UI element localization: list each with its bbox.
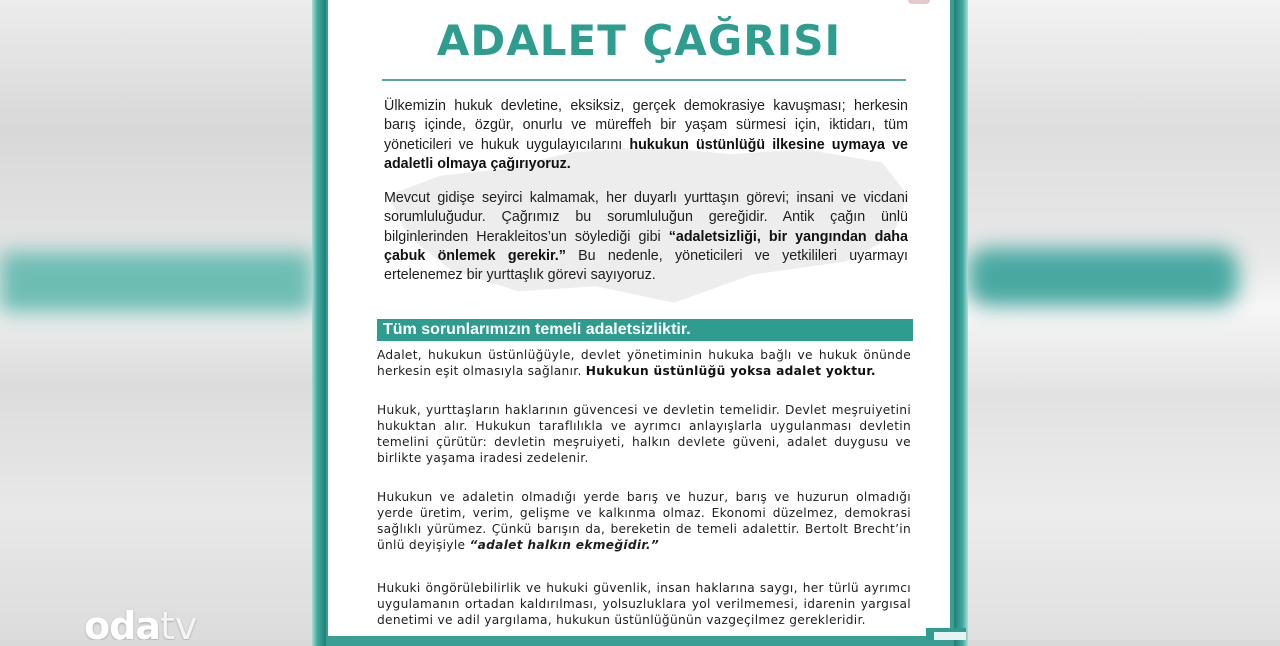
paragraph-text: Mevcut gidişe seyirci kalmamak, her duyarlı yurttaşın görevi; insani ve vicdani sorumluluğudur. Çağrımız bu sorumluluğun gereğidir. Antik çağın ünlü bilginlerinden Herakleitos’un söylediği gibi <box>384 190 908 245</box>
paragraph-bold-text: hukukun üstünlüğü ilkesine uymaya ve adaletli olmaya çağırıyoruz. <box>384 136 908 172</box>
blurred-teal-band-right <box>968 248 1238 306</box>
logo-text-bold: oda <box>84 606 160 640</box>
document-frame <box>312 0 968 646</box>
blurred-teal-band-left <box>0 252 312 312</box>
paragraph-text: Ülkemizin hukuk devletine, eksiksiz, gerçek demokrasiye kavuşması; herkesin barış içinde, özgür, onurlu ve müreffeh bir yaşam sürmesi için, iktidarı, tüm yöneticileri ve hukuk uygulayıcılarını <box>384 98 908 153</box>
paragraph-text: Adalet, hukukun üstünlüğüyle, devlet yönetiminin hukuka bağlı ve hukuk önünde herkesin eşit olmasıyla sağlanır. <box>377 348 911 378</box>
page-corner-mark <box>908 0 930 4</box>
document-title: ADALET ÇAĞRISI <box>436 16 842 65</box>
blurred-background-left <box>0 0 312 640</box>
logo-text-light: tv <box>159 606 198 640</box>
document-border-right <box>954 0 968 646</box>
section-paragraph-4: Hukuki öngörülebilirlik ve hukuki güvenlik, insan haklarına saygı, her türlü ayrımcı uygulamanın ortadan kaldırılması, yolsuzluklara yol verilmemesi, idarenin yargısal denetimi ve adil yargılama, hukukun üstünlüğünün vazgeçilmez gerekleridir. <box>377 581 911 627</box>
section-paragraph-2: Hukuk, yurttaşların haklarının güvencesi ve devletin temelidir. Devlet meşruiyetini hukuktan alır. Hukukun taraflılıkla ve ayrımcı anlayışlarla uygulanması devletin temelini çürütür: devletin meşruiyeti, halkın devlete güveni, adalet duygusu ve birlikte yaşama iradesi zedelenir. <box>377 403 911 465</box>
document-page <box>328 0 950 636</box>
intro-paragraph-2 <box>384 189 908 285</box>
odatv-logo <box>84 606 197 640</box>
paragraph-bold-text: Hukukun üstünlüğü yoksa adalet yoktur. <box>585 364 876 378</box>
intro-paragraph-1 <box>384 97 908 174</box>
title-divider <box>382 79 906 81</box>
herakleitos-quote: “adaletsizliği, bir yangından daha çabuk önlemek gerekir.” <box>384 228 908 264</box>
section-paragraph-1 <box>377 347 911 379</box>
blurred-background-right <box>968 0 1280 640</box>
document-border-left <box>312 0 326 646</box>
section-paragraph-3 <box>377 489 911 553</box>
section-heading: Tüm sorunlarımızın temeli adaletsizliktir. <box>377 319 913 341</box>
document-corner-decoration <box>926 628 966 640</box>
paragraph-text: Bu nedenle, yöneticileri ve yetkilileri uyarmayı ertelenemez bir yurttaşlık görevi sayıyoruz. <box>384 247 908 284</box>
paragraph-text: Hukukun ve adaletin olmadığı yerde barış ve huzur, barış ve huzurun olmadığı yerde üretim, verim, gelişme ve kalkınma olmaz. Ekonomi düzelmez, demokrasi sağlıklı yürümez. Çünkü barışın da, bereketin de temeli adalettir. Bertolt Brecht’in ünlü deyişiyle <box>377 490 911 552</box>
brecht-quote: “adalet halkın ekmeğidir.” <box>469 538 659 552</box>
